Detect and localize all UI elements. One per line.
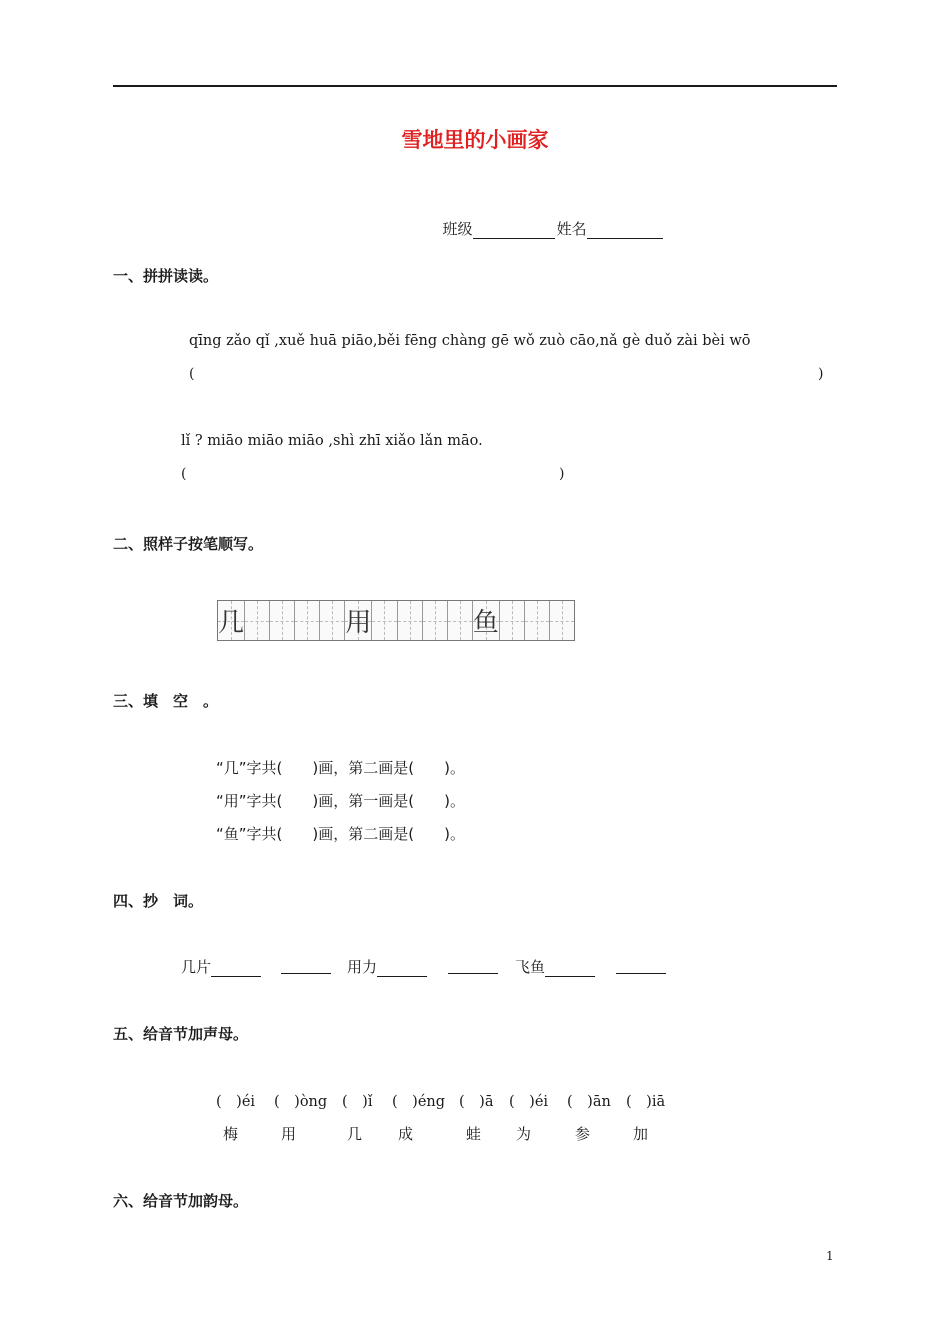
copy-blank-extra-3 xyxy=(616,956,666,974)
syllable-char-8: 加 xyxy=(633,1125,649,1143)
copy-blank[interactable] xyxy=(377,962,427,977)
class-name-line xyxy=(433,200,665,239)
syllable-7: ( )ān xyxy=(567,1094,611,1110)
grid-cell[interactable] xyxy=(372,601,397,640)
grid-cell[interactable]: 几 xyxy=(218,601,245,640)
page-number: 1 xyxy=(826,1249,834,1263)
syllable-6: ( )éi xyxy=(509,1094,549,1110)
grid-cell[interactable] xyxy=(448,601,473,640)
syllable-8: ( )iā xyxy=(626,1094,666,1110)
pinyin-line-2: lǐ ? miāo miāo miāo ,shì zhī xiǎo lǎn māo. xyxy=(181,433,483,449)
section-3-heading: 三、填 空 。 xyxy=(113,692,219,710)
answer-paren-open-1: ( xyxy=(189,366,195,382)
copy-blank[interactable] xyxy=(281,959,331,974)
syllable-char-6: 为 xyxy=(516,1125,532,1143)
fill-line-1: “几”字共( )画，第二画是( )。 xyxy=(216,759,465,777)
grid-cell[interactable] xyxy=(550,601,574,640)
writing-grid xyxy=(217,600,575,641)
class-blank[interactable] xyxy=(473,224,555,239)
fill-line-2: “用”字共( )画，第一画是( )。 xyxy=(216,792,465,810)
page-title: 雪地里的小画家 xyxy=(401,128,549,152)
copy-blank-extra-1 xyxy=(281,956,331,974)
grid-cell[interactable] xyxy=(525,601,550,640)
answer-paren-close-1: ) xyxy=(818,366,824,382)
header-rule xyxy=(113,85,837,87)
pinyin-line-1: qīng zǎo qǐ ,xuě huā piāo,běi fēng chàng gē wǒ zuò cāo,nǎ gè duǒ zài bèi wō xyxy=(189,333,751,349)
section-2-heading: 二、照样子按笔顺写。 xyxy=(113,535,264,553)
copy-word-3: 飞鱼 xyxy=(515,956,595,977)
class-label: 班级 xyxy=(442,220,473,238)
section-5-heading: 五、给音节加声母。 xyxy=(113,1025,249,1043)
section-6-heading: 六、给音节加韵母。 xyxy=(113,1192,249,1210)
grid-cell[interactable] xyxy=(295,601,320,640)
answer-paren-open-2: ( xyxy=(181,466,187,482)
name-label: 姓名 xyxy=(556,220,587,238)
syllable-char-4: 成 xyxy=(398,1125,414,1143)
copy-word-1: 几片 xyxy=(181,956,261,977)
grid-cell[interactable] xyxy=(320,601,345,640)
syllable-5: ( )ā xyxy=(459,1094,494,1110)
syllable-char-3: 几 xyxy=(347,1125,363,1143)
syllable-4: ( )éng xyxy=(392,1094,446,1110)
copy-blank[interactable] xyxy=(616,959,666,974)
section-4-heading: 四、抄 词。 xyxy=(113,892,204,910)
section-1-heading: 一、拼拼读读。 xyxy=(113,267,219,285)
name-blank[interactable] xyxy=(587,224,663,239)
syllable-2: ( )òng xyxy=(274,1094,328,1110)
grid-cell[interactable] xyxy=(398,601,423,640)
grid-cell[interactable] xyxy=(270,601,295,640)
syllable-char-1: 梅 xyxy=(223,1125,239,1143)
copy-blank[interactable] xyxy=(448,959,498,974)
syllable-char-7: 参 xyxy=(575,1125,591,1143)
answer-paren-close-2: ) xyxy=(559,466,565,482)
syllable-char-5: 蛙 xyxy=(466,1125,482,1143)
syllable-1: ( )éi xyxy=(216,1094,256,1110)
grid-cell[interactable] xyxy=(245,601,270,640)
copy-word-2: 用力 xyxy=(347,956,427,977)
copy-blank-extra-2 xyxy=(448,956,498,974)
fill-line-3: “鱼”字共( )画，第二画是( )。 xyxy=(216,825,465,843)
grid-cell[interactable] xyxy=(500,601,525,640)
grid-cell[interactable] xyxy=(423,601,448,640)
syllable-3: ( )ǐ xyxy=(342,1094,373,1110)
copy-blank[interactable] xyxy=(211,962,261,977)
copy-blank[interactable] xyxy=(545,962,595,977)
syllable-char-2: 用 xyxy=(281,1125,297,1143)
grid-cell[interactable]: 鱼 xyxy=(473,601,500,640)
grid-cell[interactable]: 用 xyxy=(345,601,372,640)
